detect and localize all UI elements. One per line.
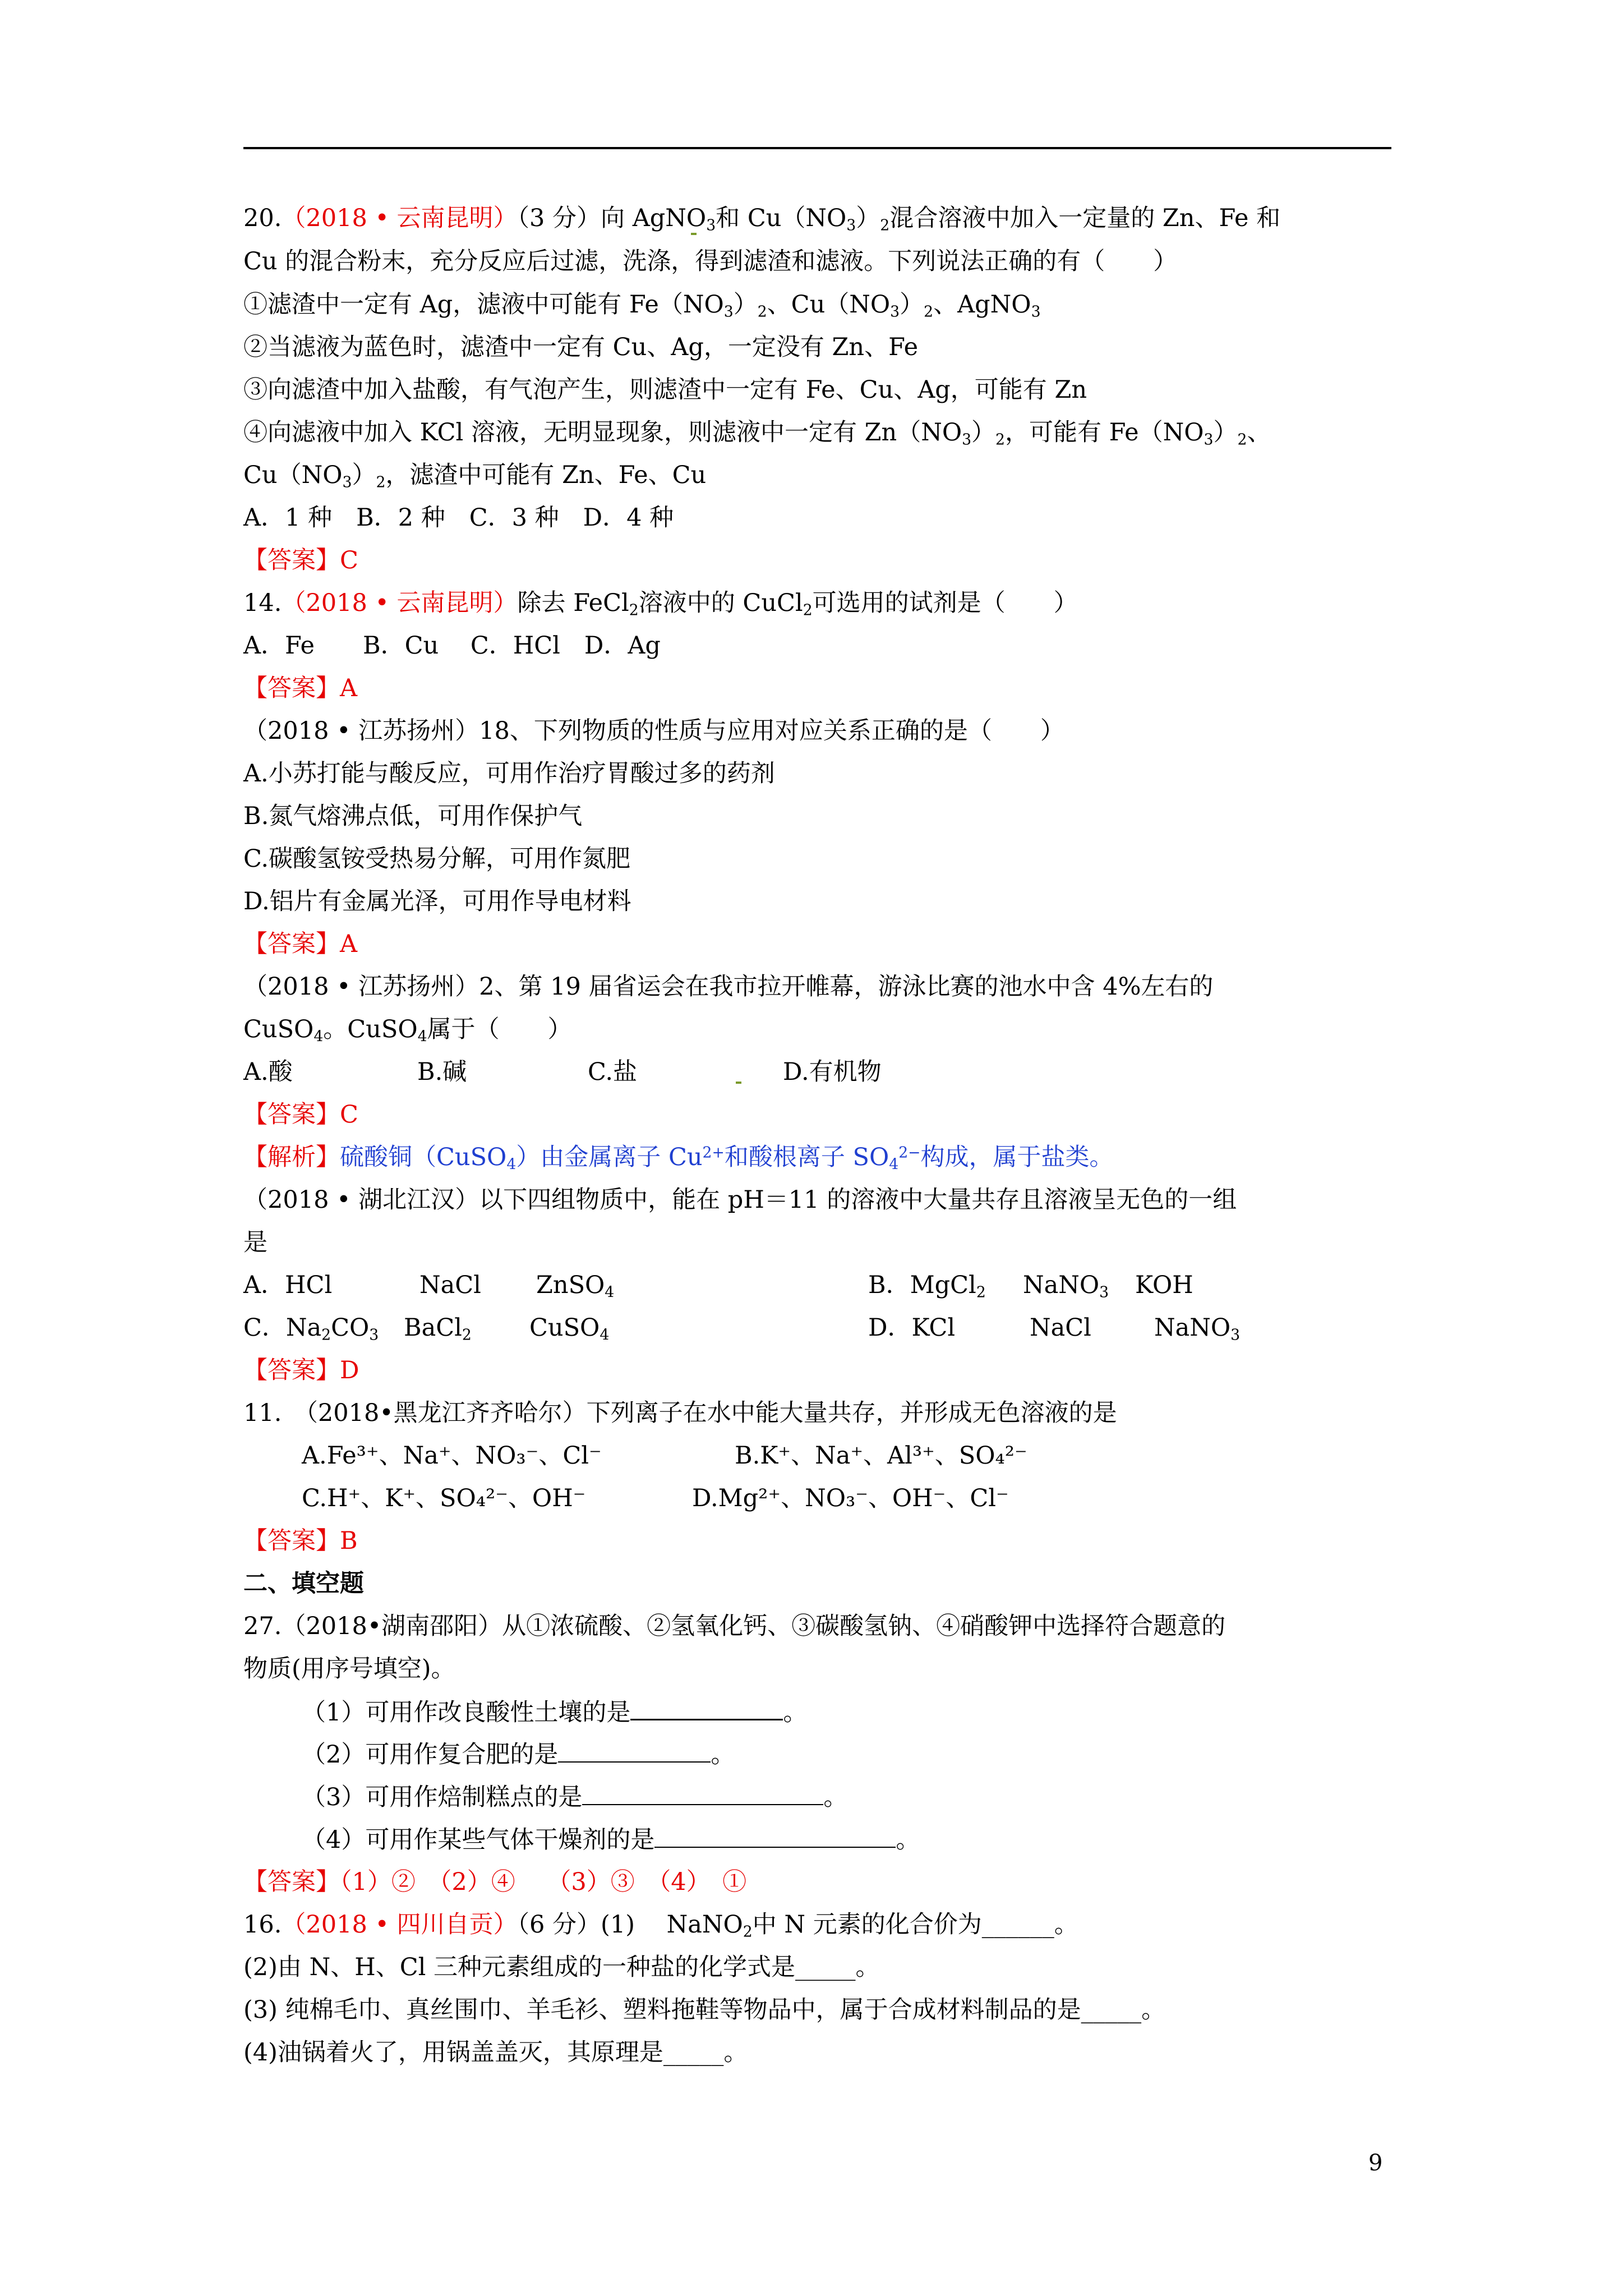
q27-stem-line1: 27.（2018•湖南邵阳）从①浓硫酸、②氢氧化钙、③碳酸氢钠、④硝酸钾中选择符合题意的 bbox=[243, 1612, 1226, 1640]
q16-stem-line1: 16.（2018 • 四川自贡）（6 分）(1) NaNO$_2$中 N 元素的化合价为______。 bbox=[243, 1911, 1078, 1941]
q11-answer: 【答案】B bbox=[243, 1527, 358, 1555]
qhb-c-cuso4: CuSO$_4$ bbox=[529, 1314, 610, 1344]
q16-part-3: (3) 纯棉毛巾、真丝围巾、羊毛衫、塑料拖鞋等物品中，属于合成材料制品的是_____。 bbox=[243, 1996, 1166, 2024]
q14-choices: A．Fe B．Cu C．HCl D．Ag bbox=[243, 632, 661, 660]
q16-part-2: (2)由 N、H、Cl 三种元素组成的一种盐的化学式是_____。 bbox=[243, 1953, 880, 1981]
q2-stem-line1: （2018 • 江苏扬州）2、第 19 届省运会在我市拉开帷幕，游泳比赛的池水中含 4%左右的 bbox=[243, 973, 1214, 1001]
q18-option-a: A.小苏打能与酸反应，可用作治疗胃酸过多的药剂 bbox=[243, 760, 775, 788]
q27-part-3: （3）可用作焙制糕点的是 。 bbox=[302, 1783, 848, 1811]
q20-option-4-line1: ④向滤液中加入 KCl 溶液，无明显现象，则滤液中一定有 $Zn(NO_3)_2$，可能有 $Fe(NO_3)_2$、 bbox=[243, 418, 1271, 449]
qhb-stem-line1: （2018 • 湖北江汉）以下四组物质中，能在 pH＝11 的溶液中大量共存且溶液呈无色的一组 bbox=[243, 1186, 1237, 1214]
q27-part-1: （1）可用作改良酸性土壤的是 。 bbox=[302, 1699, 808, 1727]
qhb-option-d: D．KCl bbox=[868, 1314, 956, 1342]
qhb-a-nacl: NaCl bbox=[419, 1271, 481, 1299]
qhb-c-bacl2: BaCl$_2$ bbox=[404, 1314, 472, 1344]
section-heading-fill-in: 二、填空题 bbox=[243, 1570, 364, 1598]
q14-source: （2018 • 云南昆明） bbox=[282, 589, 518, 617]
header-rule bbox=[243, 147, 1391, 149]
q18-stem: （2018 • 江苏扬州）18、下列物质的性质与应用对应关系正确的是（ ） bbox=[243, 717, 1064, 745]
qhb-stem-line2: 是 bbox=[243, 1228, 268, 1257]
q27-answer: 【答案】（1）② （2）④ （3）③ （4） ① bbox=[243, 1868, 747, 1896]
qhb-d-nacl: NaCl bbox=[1030, 1314, 1091, 1342]
qhb-option-c: C．$Na_2CO_3$ bbox=[243, 1314, 379, 1344]
q20-stem-line2: Cu 的混合粉末，充分反应后过滤，洗涤，得到滤渣和滤液。下列说法正确的有（ ） bbox=[243, 247, 1178, 275]
q18-option-c: C.碳酸氢铵受热易分解，可用作氮肥 bbox=[243, 845, 631, 873]
q2-stem-line2: CuSO$_4$。CuSO$_4$属于（ ） bbox=[243, 1015, 572, 1046]
q11-option-c: C.H⁺、K⁺、SO₄²⁻、OH⁻ bbox=[302, 1484, 586, 1512]
q20-option-4-line2: $Cu(NO_3)_2$，滤渣中可能有 Zn、Fe、Cu bbox=[243, 461, 707, 491]
qhb-b-koh: KOH bbox=[1135, 1271, 1193, 1299]
qhb-answer: 【答案】D bbox=[243, 1356, 359, 1384]
q11-option-d: D.Mg²⁺、NO₃⁻、OH⁻、Cl⁻ bbox=[692, 1484, 1009, 1512]
ink-speck bbox=[691, 233, 697, 235]
q18-answer: 【答案】A bbox=[243, 930, 358, 958]
q20-stem-line1: 20.（2018 • 云南昆明）（3 分）向 AgNO$_3$和 $Cu(NO_3)_2$混合溶液中加入一定量的 Zn、Fe 和 bbox=[243, 204, 1281, 234]
q27-stem-line2: 物质(用序号填空)。 bbox=[243, 1655, 455, 1683]
q2-option-b: B.碱 bbox=[417, 1058, 467, 1086]
q11-stem: 11. （2018•黑龙江齐齐哈尔）下列离子在水中能大量共存，并形成无色溶液的是 bbox=[243, 1399, 1117, 1427]
qhb-option-b: B．MgCl$_2$ bbox=[868, 1271, 986, 1301]
q2-option-d: D.有机物 bbox=[783, 1058, 882, 1086]
answer-blank bbox=[630, 1700, 783, 1720]
q27-part-2: （2）可用作复合肥的是 。 bbox=[302, 1741, 735, 1769]
q20-source: （2018 • 云南昆明） bbox=[282, 204, 518, 232]
q20-choices: A．1 种 B．2 种 C．3 种 D．4 种 bbox=[243, 504, 674, 532]
q2-option-c: C.盐 bbox=[588, 1058, 638, 1086]
qhb-b-nano3: NaNO$_3$ bbox=[1023, 1271, 1109, 1301]
q2-option-a: A.酸 bbox=[243, 1058, 293, 1086]
q27-part-4: （4）可用作某些气体干燥剂的是 。 bbox=[302, 1826, 920, 1854]
answer-blank bbox=[558, 1742, 711, 1763]
q20-option-3: ③向滤渣中加入盐酸，有气泡产生，则滤渣中一定有 Fe、Cu、Ag，可能有 Zn bbox=[243, 376, 1087, 404]
q2-answer: 【答案】C bbox=[243, 1101, 358, 1129]
qhb-a-znso4: ZnSO$_4$ bbox=[536, 1271, 615, 1301]
answer-blank bbox=[654, 1828, 896, 1848]
answer-blank bbox=[582, 1785, 823, 1805]
q11-option-b: B.K⁺、Na⁺、Al³⁺、SO₄²⁻ bbox=[735, 1442, 1027, 1470]
q20-option-1: ①滤渣中一定有 Ag，滤液中可能有 $Fe(NO_3)_2$、$Cu(NO_3)_2$、AgNO$_3$ bbox=[243, 291, 1041, 321]
q20-answer: 【答案】C bbox=[243, 546, 358, 574]
q2-explanation: 【解析】硫酸铜（CuSO$_4$）由金属离子 $Cu^{2+}$和酸根离子 $SO_4^{2-}$构成，属于盐类。 bbox=[243, 1143, 1114, 1174]
ink-speck bbox=[736, 1082, 741, 1084]
q18-option-b: B.氮气熔沸点低，可用作保护气 bbox=[243, 802, 583, 830]
q20-option-2: ②当滤液为蓝色时，滤渣中一定有 Cu、Ag，一定没有 Zn、Fe bbox=[243, 333, 919, 361]
q14-answer: 【答案】A bbox=[243, 674, 358, 702]
page-number: 9 bbox=[1368, 2150, 1383, 2176]
q11-option-a: A.Fe³⁺、Na⁺、NO₃⁻、Cl⁻ bbox=[302, 1442, 602, 1470]
q16-source: （2018 • 四川自贡） bbox=[282, 1911, 518, 1939]
qhb-option-a: A．HCl bbox=[243, 1271, 333, 1299]
q14-stem: 14.（2018 • 云南昆明）除去 FeCl$_2$溶液中的 CuCl$_2$可选用的试剂是（ ） bbox=[243, 589, 1078, 619]
q18-option-d: D.铝片有金属光泽，可用作导电材料 bbox=[243, 887, 631, 915]
qhb-d-nano3: NaNO$_3$ bbox=[1154, 1314, 1241, 1344]
q16-part-4: (4)油锅着火了，用锅盖盖灭，其原理是_____。 bbox=[243, 2039, 748, 2067]
